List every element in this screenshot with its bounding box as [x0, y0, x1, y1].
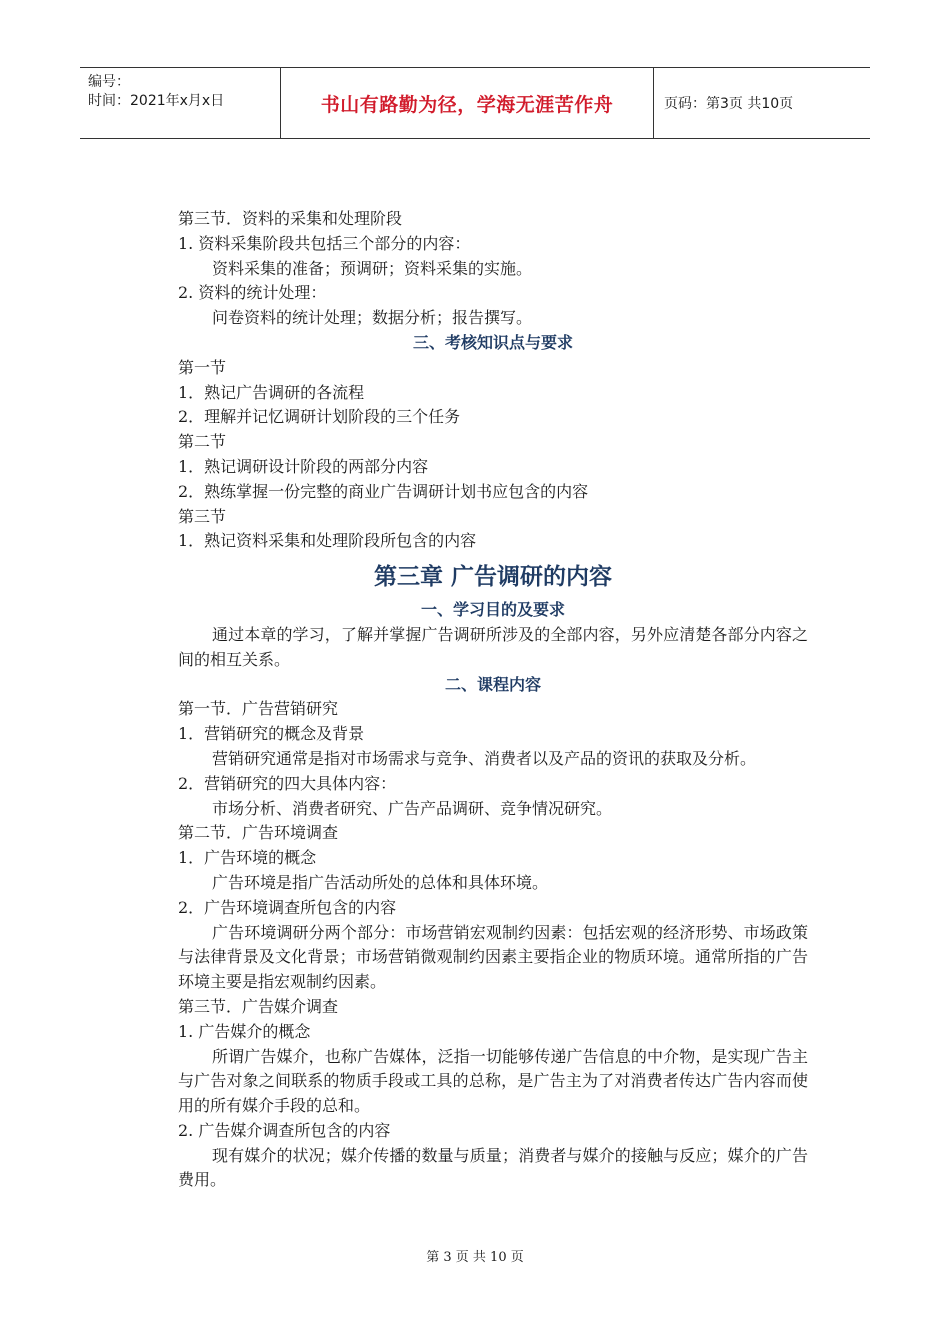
section-heading: 二、课程内容: [444, 674, 541, 694]
text-line: 第三节．资料的采集和处理阶段: [178, 209, 403, 228]
body-paragraph: 营销研究通常是指对市场需求与竞争、消费者以及产品的资讯的获取及分析。: [212, 748, 757, 768]
text-line: 1．广告环境的概念: [178, 848, 317, 868]
text-line: 1．熟记调研设计阶段的两部分内容: [178, 456, 429, 476]
page-footer: 第 3 页 共 10 页: [426, 1250, 524, 1265]
header-meta: [80, 68, 281, 138]
document-header: [80, 67, 870, 139]
text-line: 2. 资料的统计处理：: [178, 283, 327, 303]
text-line: 1. 资料采集阶段共包括三个部分的内容：: [178, 233, 471, 253]
text-line: 1. 广告媒介的概念: [178, 1021, 311, 1041]
text-line: 第二节．广告环境调查: [178, 823, 339, 843]
chapter-title: 第三章 广告调研的内容: [373, 564, 612, 591]
document-number-label: 编号：: [88, 74, 130, 90]
header-motto: 书山有路勤为径，学海无涯苦作舟: [281, 68, 654, 138]
indented-line: 问卷资料的统计处理；数据分析；报告撰写。: [212, 308, 533, 328]
body-paragraph: 所谓广告媒介，也称广告媒体，泛指一切能够传递广告信息的中介物，是实现广告主与广告对象之间联系的物质手段或工具的总称，是广告主为了对消费者传达广告内容而使用的所有媒介手段的总和。: [178, 1046, 808, 1116]
text-line: 第三节: [178, 506, 227, 526]
body-paragraph: 广告环境调研分两个部分：市场营销宏观制约因素：包括宏观的经济形势、市场政策与法律背景及文化背景；市场营销微观制约因素主要指企业的物质环境。通常所指的广告环境主要是指宏观制约因素。: [178, 922, 808, 992]
body-paragraph: 通过本章的学习，了解并掌握广告调研所涉及的全部内容，另外应清楚各部分内容之间的相互关系。: [178, 624, 808, 669]
section-heading: 三、考核知识点与要求: [412, 332, 573, 352]
document-body: [178, 207, 808, 1193]
indented-line: 资料采集的准备；预调研；资料采集的实施。: [212, 258, 533, 278]
section-heading: 一、学习目的及要求: [420, 600, 565, 620]
document-date-label: 时间：2021年x月x日: [88, 93, 225, 109]
text-line: 2．理解并记忆调研计划阶段的三个任务: [178, 407, 461, 427]
text-line: 第一节: [178, 357, 227, 377]
text-line: 2. 广告媒介调查所包含的内容: [178, 1120, 391, 1140]
body-paragraph: 现有媒介的状况；媒介传播的数量与质量；消费者与媒介的接触与反应；媒介的广告费用。: [178, 1145, 808, 1190]
text-line: 第一节．广告营销研究: [178, 699, 339, 719]
text-line: 1．熟记资料采集和处理阶段所包含的内容: [178, 531, 477, 551]
text-line: 第三节．广告媒介调查: [178, 996, 339, 1016]
text-line: 2．广告环境调查所包含的内容: [178, 897, 397, 917]
text-line: 2．熟练掌握一份完整的商业广告调研计划书应包含的内容: [178, 481, 589, 501]
text-line: 1．营销研究的概念及背景: [178, 724, 365, 744]
text-line: 第二节: [178, 432, 227, 452]
header-page-info: 页码：第3页 共10页: [664, 96, 794, 112]
indented-line: 市场分析、消费者研究、广告产品调研、竞争情况研究。: [212, 798, 613, 818]
text-line: 1．熟记广告调研的各流程: [178, 382, 365, 402]
text-line: 2．营销研究的四大具体内容：: [178, 773, 397, 793]
indented-line: 广告环境是指广告活动所处的总体和具体环境。: [212, 872, 549, 892]
